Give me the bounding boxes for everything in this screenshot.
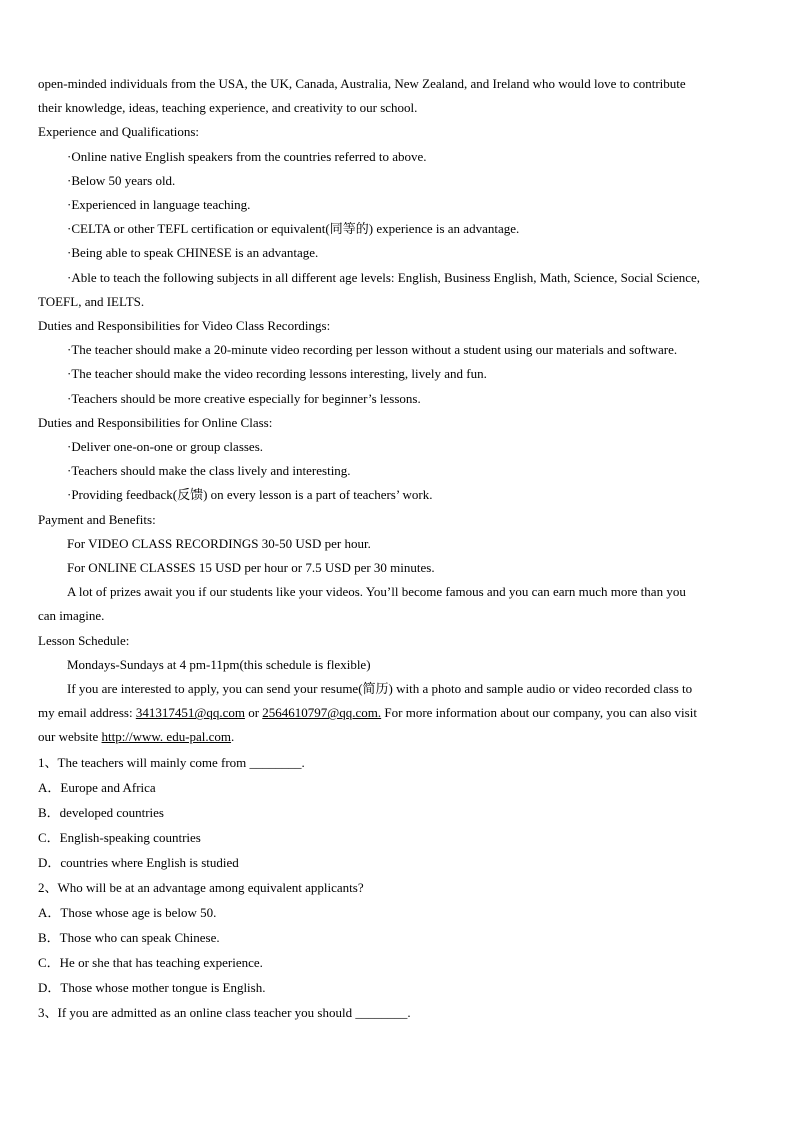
video-duty-item: ·Teachers should be more creative especially for beginner’s lessons. [67, 390, 421, 406]
apply-text: For more information about our company, you can also visit [381, 705, 697, 721]
experience-heading: Experience and Qualifications: [38, 124, 199, 140]
payment-prizes: A lot of prizes await you if our students like your videos. You’ll become famous and you can earn much more than you [67, 584, 686, 600]
online-duty-item: ·Deliver one-on-one or group classes. [67, 439, 264, 455]
email-link[interactable]: 2564610797@qq.com. [262, 705, 382, 721]
experience-item: ·Experienced in language teaching. [67, 197, 251, 213]
question-option: A．Europe and Africa [38, 779, 156, 795]
question-stem: 3、If you are admitted as an online class teacher you should ________. [38, 1004, 411, 1020]
intro-line: open-minded individuals from the USA, the UK, Canada, Australia, New Zealand, and Ireland who would love to contribute [38, 76, 686, 91]
schedule-text: Mondays-Sundays at 4 pm-11pm(this schedule is flexible) [67, 656, 371, 672]
payment-prizes-continuation: can imagine. [38, 608, 105, 624]
experience-item: ·Able to teach the following subjects in all different age levels: English, Business English, Math, Science, Social Science, [67, 269, 701, 285]
experience-item-continuation: TOEFL, and IELTS. [38, 293, 145, 309]
question-option: A．Those whose age is below 50. [38, 904, 217, 920]
question-option: C．English-speaking countries [38, 829, 201, 845]
experience-item: ·Below 50 years old. [67, 172, 176, 188]
apply-line: If you are interested to apply, you can send your resume(简历) with a photo and sample audio or video recorded class to [67, 681, 693, 697]
question-option: C．He or she that has teaching experience. [38, 954, 263, 970]
question-option: D．countries where English is studied [38, 854, 239, 870]
online-duties-heading: Duties and Responsibilities for Online Class: [38, 414, 273, 430]
question-option: D．Those whose mother tongue is English. [38, 979, 266, 995]
payment-heading: Payment and Benefits: [38, 511, 156, 527]
intro-line: their knowledge, ideas, teaching experience, and creativity to our school. [38, 100, 418, 116]
apply-text: my email address: [38, 705, 136, 721]
document-page [38, 72, 760, 1025]
video-duty-item: ·The teacher should make a 20-minute video recording per lesson without a student using our materials and software. [67, 342, 678, 358]
experience-item: ·Being able to speak CHINESE is an advantage. [67, 245, 319, 261]
video-duty-item: ·The teacher should make the video recording lessons interesting, lively and fun. [67, 366, 487, 382]
question-stem: 2、Who will be at an advantage among equivalent applicants? [38, 879, 364, 895]
apply-line [38, 701, 760, 725]
apply-text: our website [38, 729, 102, 745]
payment-online: For ONLINE CLASSES 15 USD per hour or 7.5 USD per 30 minutes. [67, 560, 435, 576]
experience-item: ·Online native English speakers from the countries referred to above. [67, 148, 427, 164]
question-option: B．developed countries [38, 804, 164, 820]
payment-video: For VIDEO CLASS RECORDINGS 30-50 USD per hour. [67, 535, 371, 551]
online-duty-item: ·Teachers should make the class lively and interesting. [67, 463, 351, 479]
schedule-heading: Lesson Schedule: [38, 632, 130, 648]
website-link[interactable]: http://www. edu-pal.com [101, 729, 232, 745]
apply-text: or [244, 705, 263, 721]
video-duties-heading: Duties and Responsibilities for Video Class Recordings: [38, 318, 331, 334]
question-stem: 1、The teachers will mainly come from ________. [38, 754, 305, 770]
question-option: B．Those who can speak Chinese. [38, 929, 220, 945]
apply-line [38, 725, 760, 749]
experience-item: ·CELTA or other TEFL certification or equivalent(同等的) experience is an advantage. [67, 221, 520, 237]
email-link[interactable]: 341317451@qq.com [135, 705, 245, 721]
apply-text: . [231, 729, 235, 745]
online-duty-item: ·Providing feedback(反馈) on every lesson is a part of teachers’ work. [67, 487, 433, 503]
